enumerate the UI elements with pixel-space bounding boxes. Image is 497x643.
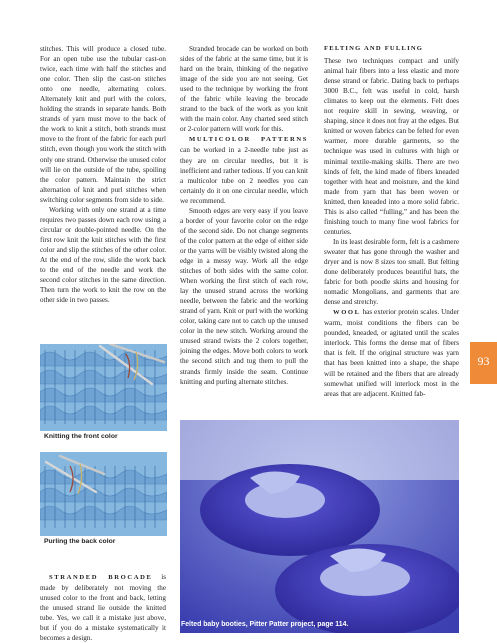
text-multicolor-patterns: can be worked in a 2-needle tube just as they are on circular needles, but it is inefficient and rather tedious. If you can knit a multicolor tube on 2 needles you can certainly do it on one circular needle, which we recommend. bbox=[180, 146, 308, 205]
paragraph-wool-scales bbox=[324, 307, 459, 398]
figure-knitting-front bbox=[40, 344, 167, 444]
paragraph-multicolor-patterns bbox=[180, 134, 308, 205]
body-column-middle bbox=[180, 44, 308, 387]
text-stranded-brocade: is made by deliberately not moving the unused color to the front and back, letting the unused strand lie outside the knitted tube. Yes, we call it a mistake just above, but if you do a mistake systematically it becomes a design. bbox=[40, 573, 166, 643]
paragraph-stranded-brocade-both-sides: Stranded brocade can be worked on both sides of the fabric at the same time, but it is hard on the brain, thinking of the negative image of the side you are not seeing. Get used to the technique by working the front of the fabric while leaving the brocade strand to the back of the work as you knit with the main color. Any charted seed stitch or 2-color pattern will work for this. bbox=[180, 45, 308, 134]
lead-wool: WOOL bbox=[333, 309, 361, 317]
photo-felted-booties bbox=[180, 420, 459, 633]
lead-multicolor-patterns: MULTICOLOR PATTERNS bbox=[189, 136, 308, 144]
paragraph-stranded-brocade bbox=[40, 572, 166, 643]
paragraph-tubular-cast-on: stitches. This will produce a closed tube. For an open tube use the tubular cast-on twice, each time with half the stitches and one color. Then slip the cast-on stitches onto one needle, alternating colors. Alternately knit and purl with the colors, holding the strands in separate hands. Both strands of yarn must move to the back of the work to knit a stitch, both strands must move to the front of the fabric for each purl stitch, even though you work the stitch with only one strand. Otherwise the unused color will lie on the outside of the tube, spoiling the color pattern. Maintain the strict alternation of knit and purl stitches when switching color segments from side to side. bbox=[40, 45, 166, 204]
knit-swatch-back-illustration bbox=[40, 452, 167, 549]
knit-swatch-front-illustration bbox=[40, 344, 167, 444]
booties-photo-illustration bbox=[180, 420, 459, 633]
body-column-right bbox=[324, 44, 459, 399]
lead-stranded-brocade: STRANDED BROCADE bbox=[49, 574, 153, 581]
section-heading-felting: FELTING AND FULLING bbox=[324, 45, 424, 52]
photo-caption-booties: Felted baby booties, Pitter Patter project, page 114. bbox=[181, 621, 349, 628]
figure-purling-back bbox=[40, 452, 167, 549]
paragraph-felting-intro: These two techniques compact and unify animal hair fibers into a less elastic and more dense strand or fabric. Dating back to perhaps 3000 B.C., felt was useful in cold, harsh climates to keep out the elements. Felt does not require skill in sewing, weaving, or shaping, since it does not fray at the edges. But knitted or woven fabrics can be felted for even warmer, more durable garments, so the technique was used in cultures with high or minimal textile-making skills. There are two kinds of felt, the kind made of fibers kneaded together with heat and moisture, and the kind made from yarn that has been woven or knitted, then kneaded into a more solid fabric. This is also called “fulling,” and has been the finishing touch to many fine wool fabrics for centuries. bbox=[324, 57, 459, 236]
stranded-brocade-block bbox=[40, 572, 166, 643]
paragraph-smooth-edges: Smooth edges are very easy if you leave a border of your favorite color on the edge of the second side. Do not change segments of the color pattern at the edge of either side or the yarns will be visibly twisted along the edge in a messy way. Work all the edge stitches of both sides with the same color. When working the first stitch of each row, lay the unused strand across the working needle, between the fabric and the working strand of yarn. Knit or purl with the working color, taking care not to catch up the unused color in the new stitch. Working around the unused strand twists the 2 colors together, joining the edges. Move both colors to work the second stitch and tug them to pull the strands firmly inside the seam. Continue knitting and purling alternate stitches. bbox=[180, 206, 308, 386]
figure-caption-front: Knitting the front color bbox=[40, 431, 167, 444]
figure-caption-back: Purling the back color bbox=[40, 536, 167, 549]
page-number: 93 bbox=[477, 354, 490, 368]
paragraph-felt-desirable: In its least desirable form, felt is a cashmere sweater that has gone through the washer and dryer and is now 8 sizes too small. But felting done deliberately produces beautiful hats, the fabric for both poodle skirts and housing for nomadic Mongolians, and garments that are dense and stretchy. bbox=[324, 237, 459, 307]
body-column-left bbox=[40, 44, 166, 305]
text-wool: has exterior protein scales. Under warm, moist conditions the fibers can be pounded, kneaded, or agitated until the scales interlock. This forms the dense mat of fibers that is felt. If the original structure was yarn that has been knitted into a shape, the shape will be retained and the fibers that are already somewhat unified will interlock most in the areas that are adjacent. Knitted fab- bbox=[324, 308, 459, 398]
paragraph-one-strand: Working with only one strand at a time requires two passes down each row using a circular or double-pointed needle. On the first row knit the knit stitches with the first color and slip the stitches of the other color. At the end of the row, slide the work back to the end of the needle and work the second color stitches in the same direction. Then turn the work to knit the row on the other side in two passes. bbox=[40, 205, 166, 305]
